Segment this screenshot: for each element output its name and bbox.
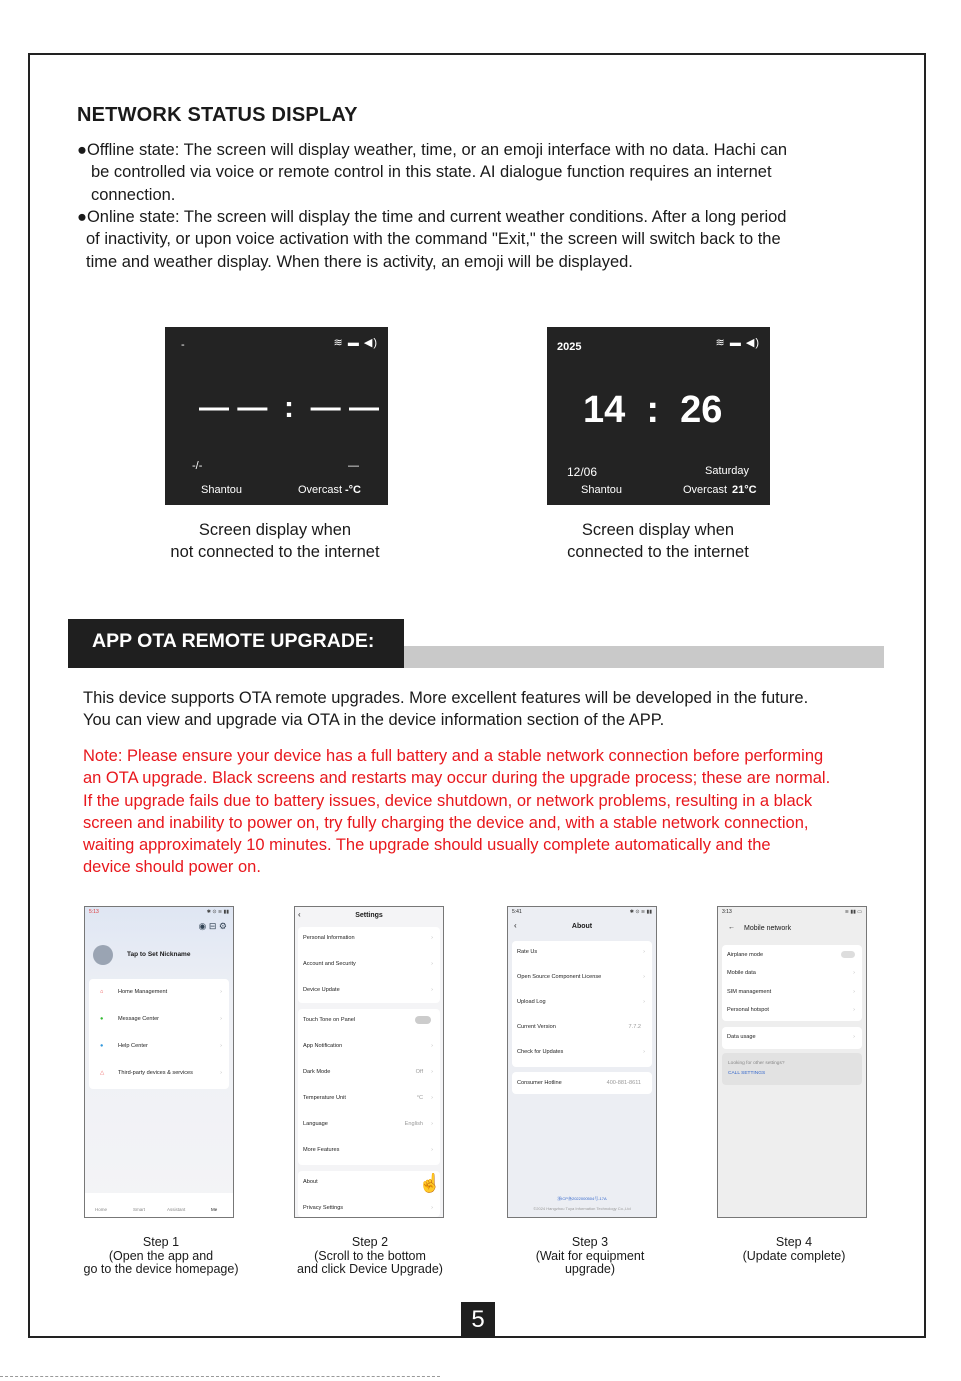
- row-data-usage[interactable]: Data usage: [727, 1034, 756, 1040]
- note-line-3: If the upgrade fails due to battery issues, device shutdown, or network problems, resulting in a black: [83, 791, 813, 810]
- screen-city: Shantou: [201, 484, 242, 496]
- mobile-network-title: Mobile network: [744, 925, 792, 932]
- phone-screenshot-step1: [84, 906, 234, 1218]
- step-line: and click Device Upgrade): [297, 1262, 443, 1276]
- step-2-caption: [284, 1236, 456, 1277]
- screen-weather: Overcast: [298, 484, 343, 496]
- row-upload-log[interactable]: Upload Log: [517, 999, 546, 1005]
- screen-year: -: [181, 339, 185, 351]
- intro-line-1: This device supports OTA remote upgrades. More excellent features will be developed in the future.: [83, 689, 809, 707]
- hint-card: [722, 1053, 862, 1085]
- airplane-toggle[interactable]: [841, 951, 855, 958]
- language-value: English: [404, 1121, 423, 1127]
- cut-line: [0, 1376, 440, 1377]
- online-caption: [522, 519, 794, 564]
- call-settings-link[interactable]: CALL SETTINGS: [728, 1071, 766, 1076]
- row-mobile-data[interactable]: Mobile data: [727, 970, 756, 976]
- caption-line-2: not connected to the internet: [170, 543, 380, 562]
- ota-intro: [83, 687, 903, 732]
- screen-weather: Overcast: [683, 484, 728, 496]
- step-line: upgrade): [564, 1262, 616, 1276]
- copyright-footer: ©2024 Hangzhou Tuya Information Technology Co.,Ltd: [533, 1206, 631, 1211]
- phone-screenshot-step2: [294, 906, 444, 1218]
- note-line-6: device should power on.: [83, 858, 261, 877]
- page-number: 5: [461, 1302, 495, 1338]
- step-3-caption: [510, 1236, 670, 1277]
- nickname-label[interactable]: Tap to Set Nickname: [127, 951, 191, 958]
- row-rate-us[interactable]: Rate Us: [517, 949, 538, 955]
- step-title: Step 1: [142, 1235, 180, 1249]
- phone-screenshot-step4: [717, 906, 867, 1218]
- home-icon: ⌂: [100, 989, 104, 995]
- row-privacy-settings[interactable]: Privacy Settings: [303, 1205, 344, 1211]
- settings-group-1: Personal Information › Account and Security › Device Update ›: [298, 927, 440, 1003]
- header-icons: ◉ ⊟ ⚙: [198, 921, 227, 931]
- settings-title: Settings: [355, 912, 383, 919]
- status-time: 3:13: [722, 909, 732, 915]
- row-check-updates[interactable]: Check for Updates: [517, 1049, 564, 1055]
- row-current-version: Current Version: [517, 1024, 556, 1030]
- online-paragraph: [77, 206, 867, 273]
- tab-me[interactable]: Me: [211, 1207, 218, 1212]
- screen-temp: 21°C: [732, 484, 757, 496]
- row-temperature-unit[interactable]: Temperature Unit: [303, 1095, 346, 1101]
- ota-note: [83, 745, 913, 879]
- step-1-caption: [74, 1236, 248, 1277]
- screen-day: Saturday: [705, 465, 750, 477]
- caption-line-1: Screen display when: [581, 521, 735, 539]
- offline-screen: [165, 327, 388, 505]
- hotline-number[interactable]: 400-881-8611: [606, 1080, 641, 1086]
- settings-group-3: About Privacy Settings ›: [298, 1171, 440, 1217]
- screen-year: 2025: [557, 341, 582, 353]
- about-title: About: [571, 923, 593, 930]
- offline-caption: [140, 519, 410, 564]
- screen-temp: -°C: [345, 484, 362, 496]
- row-open-source[interactable]: Open Source Component License: [517, 974, 602, 980]
- menu-help-center[interactable]: Help Center: [118, 1043, 148, 1049]
- online-line-3: time and weather display. When there is activity, an emoji will be displayed.: [86, 252, 633, 271]
- row-device-update[interactable]: Device Update: [303, 987, 340, 993]
- step-line: (Update complete): [742, 1248, 846, 1263]
- icp-footer[interactable]: 浙ICP备2022000504号-17A: [557, 1196, 607, 1201]
- caption-line-2: connected to the internet: [567, 543, 749, 562]
- screen-time: 14 : 26: [583, 389, 723, 431]
- online-line-1: ●Online state: The screen will display the time and current weather conditions. After a long period: [77, 208, 787, 226]
- screen-day: —: [348, 460, 359, 472]
- menu-message-center[interactable]: Message Center: [118, 1016, 160, 1022]
- step-4-caption: [716, 1236, 872, 1263]
- row-dark-mode[interactable]: Dark Mode: [303, 1069, 331, 1075]
- avatar[interactable]: [93, 945, 113, 965]
- ota-heading: APP OTA REMOTE UPGRADE:: [68, 619, 404, 668]
- status-icons: ≋ ▬ ◀): [333, 337, 378, 349]
- note-line-4: screen and inability to power on, try fully charging the device and, with a stable network connection,: [83, 813, 809, 832]
- offline-line-1: ●Offline state: The screen will display weather, time, or an emoji interface with no data. Hachi can: [77, 141, 788, 159]
- row-airplane-mode: Airplane mode: [727, 952, 764, 958]
- caption-line-1: Screen display when: [198, 521, 352, 539]
- screen-time: — — : — —: [199, 391, 379, 424]
- row-more-features[interactable]: More Features: [303, 1147, 340, 1153]
- phone-screenshot-step3: [507, 906, 657, 1218]
- row-personal-hotspot[interactable]: Personal hotspot: [727, 1007, 769, 1013]
- row-touch-tone: Touch Tone on Panel: [303, 1017, 356, 1023]
- status-icons: ✱ ⊙ ≋ ▮▮: [206, 909, 229, 915]
- back-icon[interactable]: ‹: [298, 910, 301, 919]
- step-line: (Wait for equipment: [535, 1248, 645, 1263]
- touch-tone-toggle[interactable]: [415, 1016, 431, 1024]
- offline-line-3: connection.: [91, 185, 176, 204]
- network-card: Airplane mode Mobile data › SIM management › Personal hotspot ›: [722, 945, 862, 1021]
- screen-city: Shantou: [581, 484, 622, 496]
- tab-bar: [85, 1193, 233, 1217]
- back-icon[interactable]: ←: [728, 924, 735, 931]
- menu-third-party[interactable]: Third-party devices & services: [118, 1070, 193, 1076]
- screen-date: -/-: [192, 460, 203, 472]
- hotline-label: Consumer Hotline: [517, 1080, 562, 1086]
- temperature-unit-value: °C: [416, 1095, 423, 1101]
- step-line: go to the device homepage): [83, 1262, 239, 1276]
- online-line-2: of inactivity, or upon voice activation with the command "Exit," the screen will switch back to the: [86, 230, 781, 249]
- step-title: Step 4: [775, 1235, 813, 1249]
- row-account-security[interactable]: Account and Security: [303, 961, 356, 967]
- settings-group-2: Touch Tone on Panel App Notification › Dark Mode Off › Temperature Unit °C › Language English › More Features ›: [298, 1009, 440, 1165]
- third-party-icon: △: [100, 1070, 105, 1076]
- help-icon: ●: [100, 1043, 104, 1049]
- data-usage-card: Data usage ›: [722, 1027, 862, 1049]
- row-app-notification[interactable]: App Notification: [303, 1043, 343, 1049]
- menu-home-management[interactable]: Home Management: [118, 989, 168, 995]
- hint-text: Looking for other settings?: [728, 1061, 785, 1066]
- status-time: 5:13: [89, 909, 99, 915]
- step-title: Step 2: [351, 1235, 389, 1249]
- intro-line-2: You can view and upgrade via OTA in the device information section of the APP.: [83, 711, 665, 730]
- status-icons: ≋ ▬ ◀): [715, 337, 760, 349]
- online-screen: [547, 327, 770, 505]
- tap-hand-icon: ☝: [418, 1173, 441, 1193]
- row-about[interactable]: About: [303, 1179, 318, 1185]
- hotline-card: [512, 1072, 652, 1094]
- step-line: (Scroll to the bottom: [314, 1248, 426, 1263]
- version-value: 7.7.2: [628, 1024, 641, 1030]
- tab-smart[interactable]: Smart: [133, 1207, 146, 1212]
- note-line-2: an OTA upgrade. Black screens and restarts may occur during the upgrade process; these are normal.: [83, 769, 831, 788]
- row-personal-info[interactable]: Personal Information: [303, 935, 355, 941]
- tab-home[interactable]: Home: [95, 1207, 108, 1212]
- status-icons: ✱ ⊙ ≋ ▮▮: [629, 909, 652, 915]
- message-icon: ●: [100, 1016, 104, 1022]
- note-line-1: Note: Please ensure your device has a full battery and a stable network connection before performing: [83, 747, 824, 765]
- offline-paragraph: [77, 139, 867, 206]
- tab-assistant[interactable]: Assistant: [167, 1207, 186, 1212]
- note-line-5: waiting approximately 10 minutes. The upgrade should usually complete automatically and the: [83, 836, 771, 855]
- step-line: (Open the app and: [108, 1248, 214, 1263]
- network-heading: NETWORK STATUS DISPLAY: [77, 104, 358, 126]
- back-icon[interactable]: ‹: [514, 921, 517, 930]
- row-sim-management[interactable]: SIM management: [727, 989, 772, 995]
- row-language[interactable]: Language: [303, 1121, 328, 1127]
- step-title: Step 3: [571, 1235, 609, 1249]
- offline-line-2: be controlled via voice or remote control in this state. AI dialogue function requires an internet: [91, 163, 772, 182]
- menu-card: ⌂ Home Management › ● Message Center › ● Help Center › △ Third-party devices & services ›: [89, 979, 229, 1089]
- status-icons: ≋ ▮▮ ▭: [844, 909, 862, 915]
- dark-mode-value: Off: [415, 1069, 423, 1075]
- status-time: 5:41: [512, 909, 522, 915]
- screen-date: 12/06: [567, 465, 598, 479]
- about-card: Rate Us › Open Source Component License › Upload Log › Current Version 7.7.2 Check for Updates ›: [512, 941, 652, 1067]
